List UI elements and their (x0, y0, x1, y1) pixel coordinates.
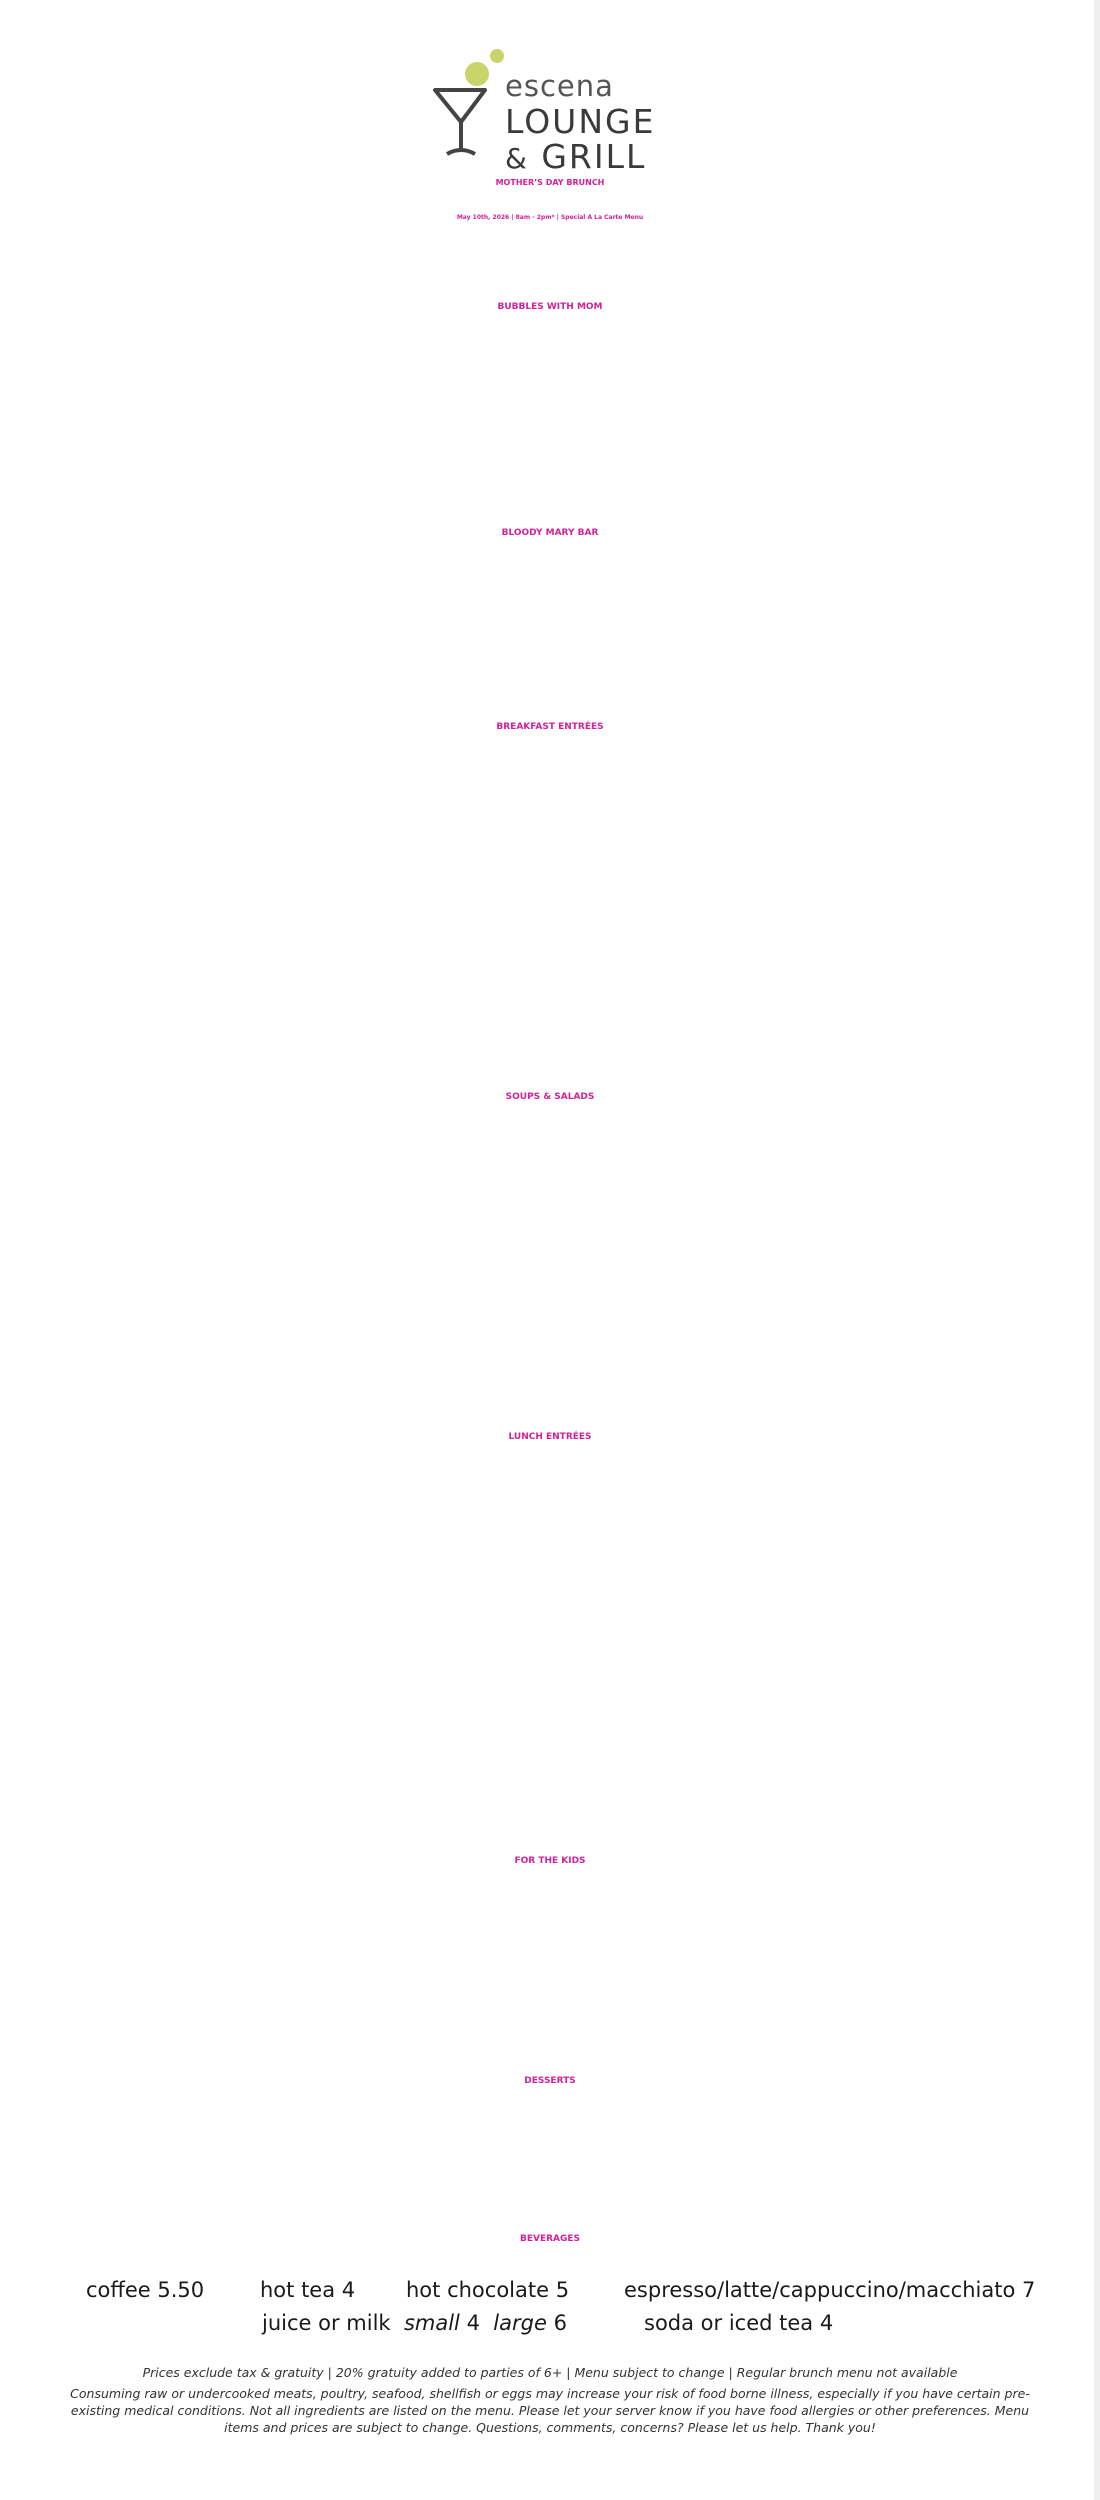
footer-pricing-note: Prices exclude tax & gratuity | 20% gratuity added to parties of 6+ | Menu subject to change | Regular brunch menu not available (142, 2365, 958, 2380)
beverage-espresso: espresso/latte/cappuccino/macchiato 7 (624, 2278, 1036, 2302)
logo-line-grill (505, 137, 655, 176)
section-heading-beverages: BEVERAGES (519, 2234, 581, 2244)
martini-glass-icon (425, 22, 505, 157)
section-heading-kids: FOR THE KIDS (514, 1856, 586, 1866)
section-heading-bloody-mary: BLOODY MARY BAR (501, 528, 599, 538)
logo-grill: GRILL (541, 137, 647, 176)
section-heading-breakfast: BREAKFAST ENTRÉES (496, 722, 604, 732)
beverage-soda: soda or iced tea 4 (644, 2311, 834, 2335)
section-heading-bubbles: BUBBLES WITH MOM (497, 302, 603, 312)
logo (0, 22, 1100, 176)
page-title: MOTHER’S DAY BRUNCH (495, 178, 605, 187)
section-heading-lunch: LUNCH ENTRÉES (508, 1432, 592, 1442)
logo-wordmark (505, 69, 656, 176)
logo-line-lounge: LOUNGE (505, 102, 656, 141)
beverage-hot-chocolate: hot chocolate 5 (406, 2278, 570, 2302)
scrollbar[interactable] (1094, 0, 1100, 2500)
section-heading-soups: SOUPS & SALADS (505, 1092, 595, 1102)
beverage-coffee: coffee 5.50 (86, 2278, 205, 2302)
beverage-juice: juice or milk small 4 large 6 (262, 2311, 567, 2335)
logo-line-escena: escena (505, 69, 614, 103)
footer-disclaimer: Consuming raw or undercooked meats, poultry, seafood, shellfish or eggs may increase your risk of food borne illness, especially if you have certain pre-existing medical conditions. Not all ingredients are listed on the menu. Please let your server know if you have food allergies or other preferences. Menu items and prices are subject to change. Questions, comments, concerns? Please let us help. Thank you! (70, 2386, 1030, 2435)
logo-ampersand: & (505, 142, 529, 175)
page-subtitle: May 10th, 2026 | 8am - 2pm* | Special A La Carte Menu (456, 214, 644, 221)
beverage-hot-tea: hot tea 4 (260, 2278, 356, 2302)
section-heading-desserts: DESSERTS (524, 2076, 576, 2086)
